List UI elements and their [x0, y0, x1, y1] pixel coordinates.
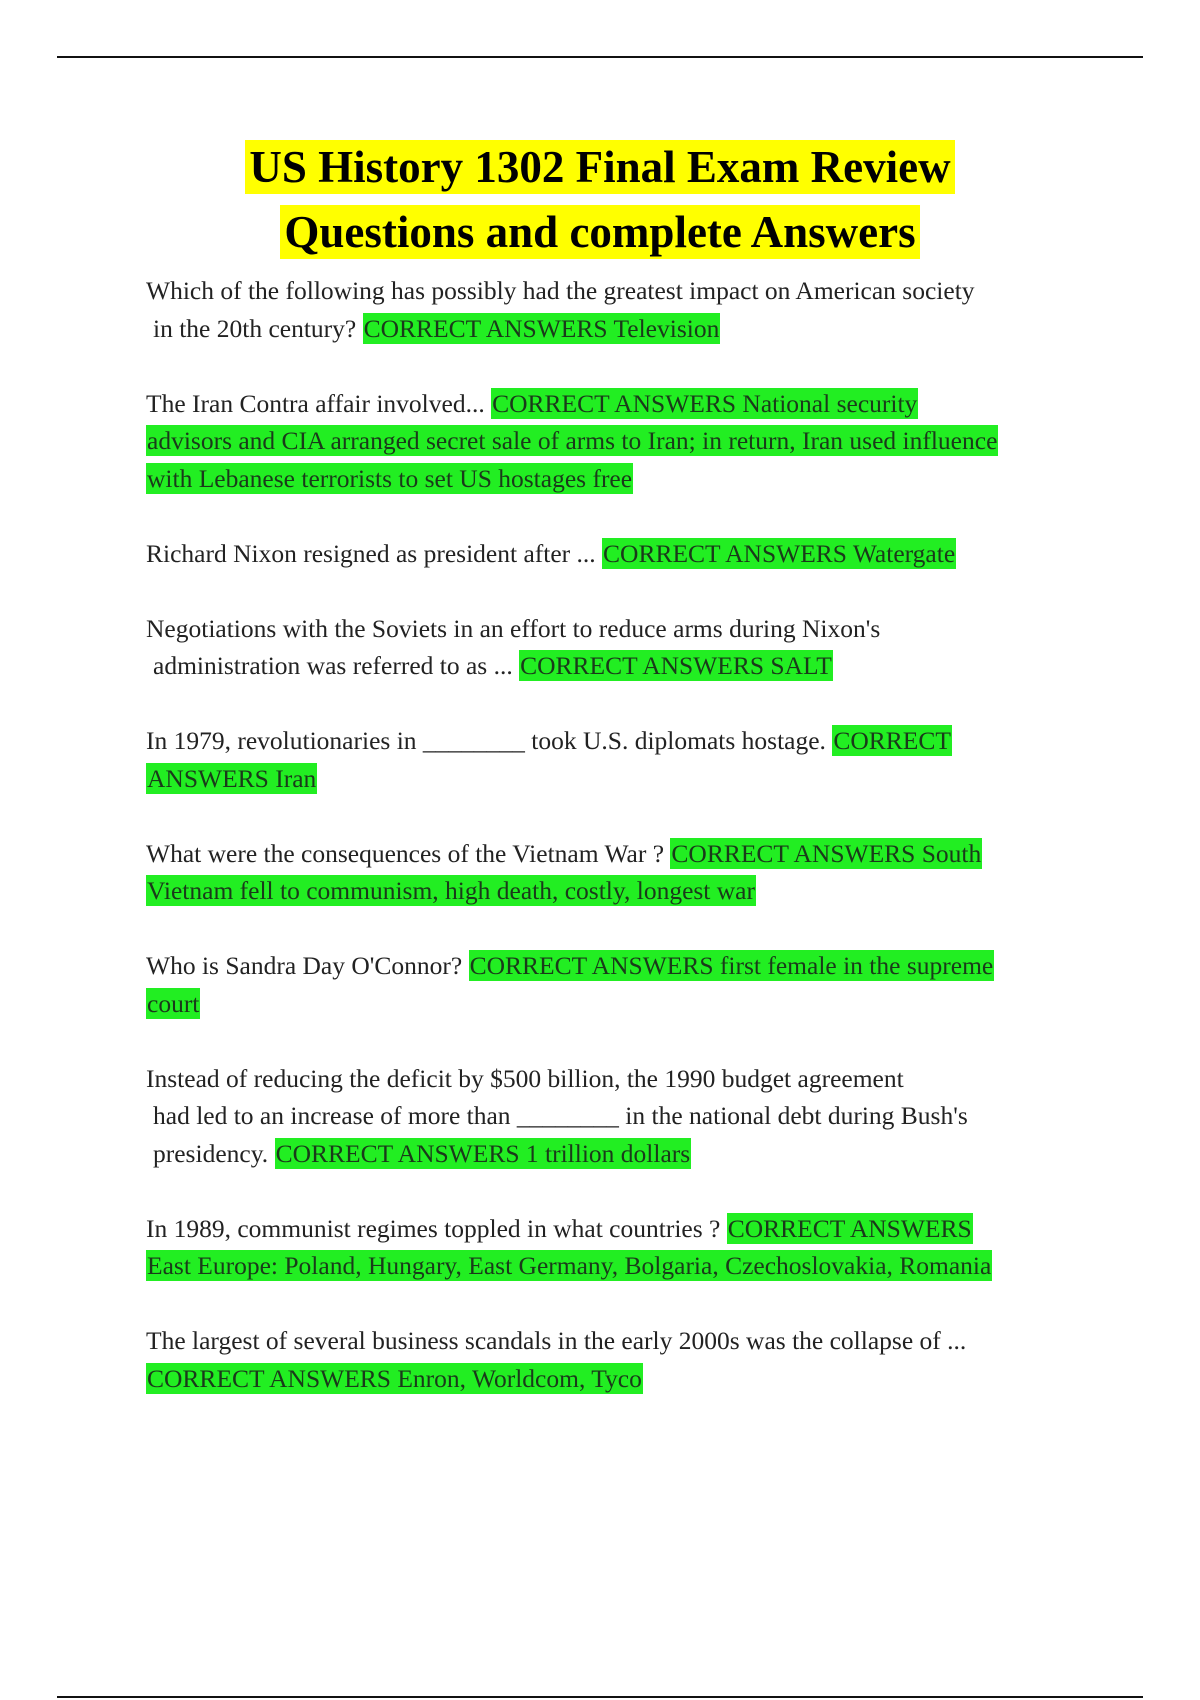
answer-highlight: CORRECT ANSWERS first female in the supreme — [469, 951, 994, 980]
answer-highlight: CORRECT ANSWERS SALT — [520, 651, 832, 680]
answer-highlight: CORRECT ANSWERS Enron, Worldcom, Tyco — [147, 1363, 642, 1393]
answer-highlight: East Europe: Poland, Hungary, East Germany, Bolgaria, Czechoslovakia, Romania — [147, 1251, 992, 1280]
question-line: The Iran Contra affair involved... CORRECT ANSWERS National security — [146, 388, 918, 418]
question-line: presidency. CORRECT ANSWERS 1 trillion dollars — [153, 1138, 691, 1168]
bottom-rule — [57, 1696, 1143, 1698]
answer-highlight: Vietnam fell to communism, high death, costly, longest war — [147, 876, 755, 905]
qa-item — [146, 722, 1096, 797]
qa-item — [146, 1210, 1096, 1285]
qa-item — [146, 1060, 1096, 1173]
question-line: Richard Nixon resigned as president after ... CORRECT ANSWERS Watergate — [146, 538, 956, 568]
qa-item — [146, 947, 1096, 1022]
question-list — [146, 272, 1096, 1435]
answer-highlight: CORRECT — [833, 726, 951, 755]
question-line: What were the consequences of the Vietnam War ? CORRECT ANSWERS South — [146, 838, 982, 868]
title-line-1: US History 1302 Final Exam Review — [245, 140, 954, 194]
answer-highlight: CORRECT ANSWERS — [727, 1213, 972, 1243]
question-line: in the 20th century? CORRECT ANSWERS Television — [153, 313, 720, 343]
answer-line — [146, 872, 1096, 910]
answer-highlight: CORRECT ANSWERS National security — [492, 388, 918, 418]
answer-line — [146, 1360, 1096, 1398]
qa-item — [146, 610, 1096, 685]
answer-highlight: advisors and CIA arranged secret sale of arms to Iran; in return, Iran used influence — [147, 426, 998, 455]
answer-line — [146, 760, 1096, 798]
qa-item — [146, 272, 1096, 347]
qa-item — [146, 385, 1096, 498]
title-line-2: Questions and complete Answers — [280, 205, 919, 259]
qa-item — [146, 1322, 1096, 1397]
answer-highlight: with Lebanese terrorists to set US hostages free — [147, 463, 633, 493]
question-line: Who is Sandra Day O'Connor? CORRECT ANSWERS first female in the supreme — [146, 951, 994, 980]
answer-highlight: CORRECT ANSWERS 1 trillion dollars — [275, 1138, 691, 1168]
answer-line — [146, 422, 1096, 460]
question-line: In 1989, communist regimes toppled in what countries ? CORRECT ANSWERS — [146, 1213, 972, 1243]
answer-line — [146, 1247, 1096, 1285]
qa-item — [146, 535, 1096, 573]
answer-highlight: CORRECT ANSWERS Watergate — [603, 538, 956, 568]
answer-highlight: ANSWERS Iran — [147, 763, 317, 793]
qa-item — [146, 835, 1096, 910]
answer-highlight: CORRECT ANSWERS South — [671, 838, 982, 868]
question-line: administration was referred to as ... CORRECT ANSWERS SALT — [153, 651, 832, 680]
question-line: The largest of several business scandals in the early 2000s was the collapse of ... — [146, 1326, 967, 1355]
question-line: In 1979, revolutionaries in ________ took U.S. diplomats hostage. CORRECT — [146, 726, 951, 755]
top-rule — [57, 56, 1143, 58]
question-line: had led to an increase of more than ________ in the national debt during Bush's — [153, 1101, 968, 1130]
question-line: Instead of reducing the deficit by $500 billion, the 1990 budget agreement — [146, 1063, 904, 1093]
answer-highlight: court — [147, 988, 200, 1018]
document-title — [0, 140, 1200, 259]
answer-line — [146, 985, 1096, 1023]
answer-line — [146, 460, 1096, 498]
answer-highlight: CORRECT ANSWERS Television — [363, 313, 720, 343]
question-line: Which of the following has possibly had the greatest impact on American society — [146, 276, 975, 305]
question-line: Negotiations with the Soviets in an effort to reduce arms during Nixon's — [146, 613, 881, 643]
